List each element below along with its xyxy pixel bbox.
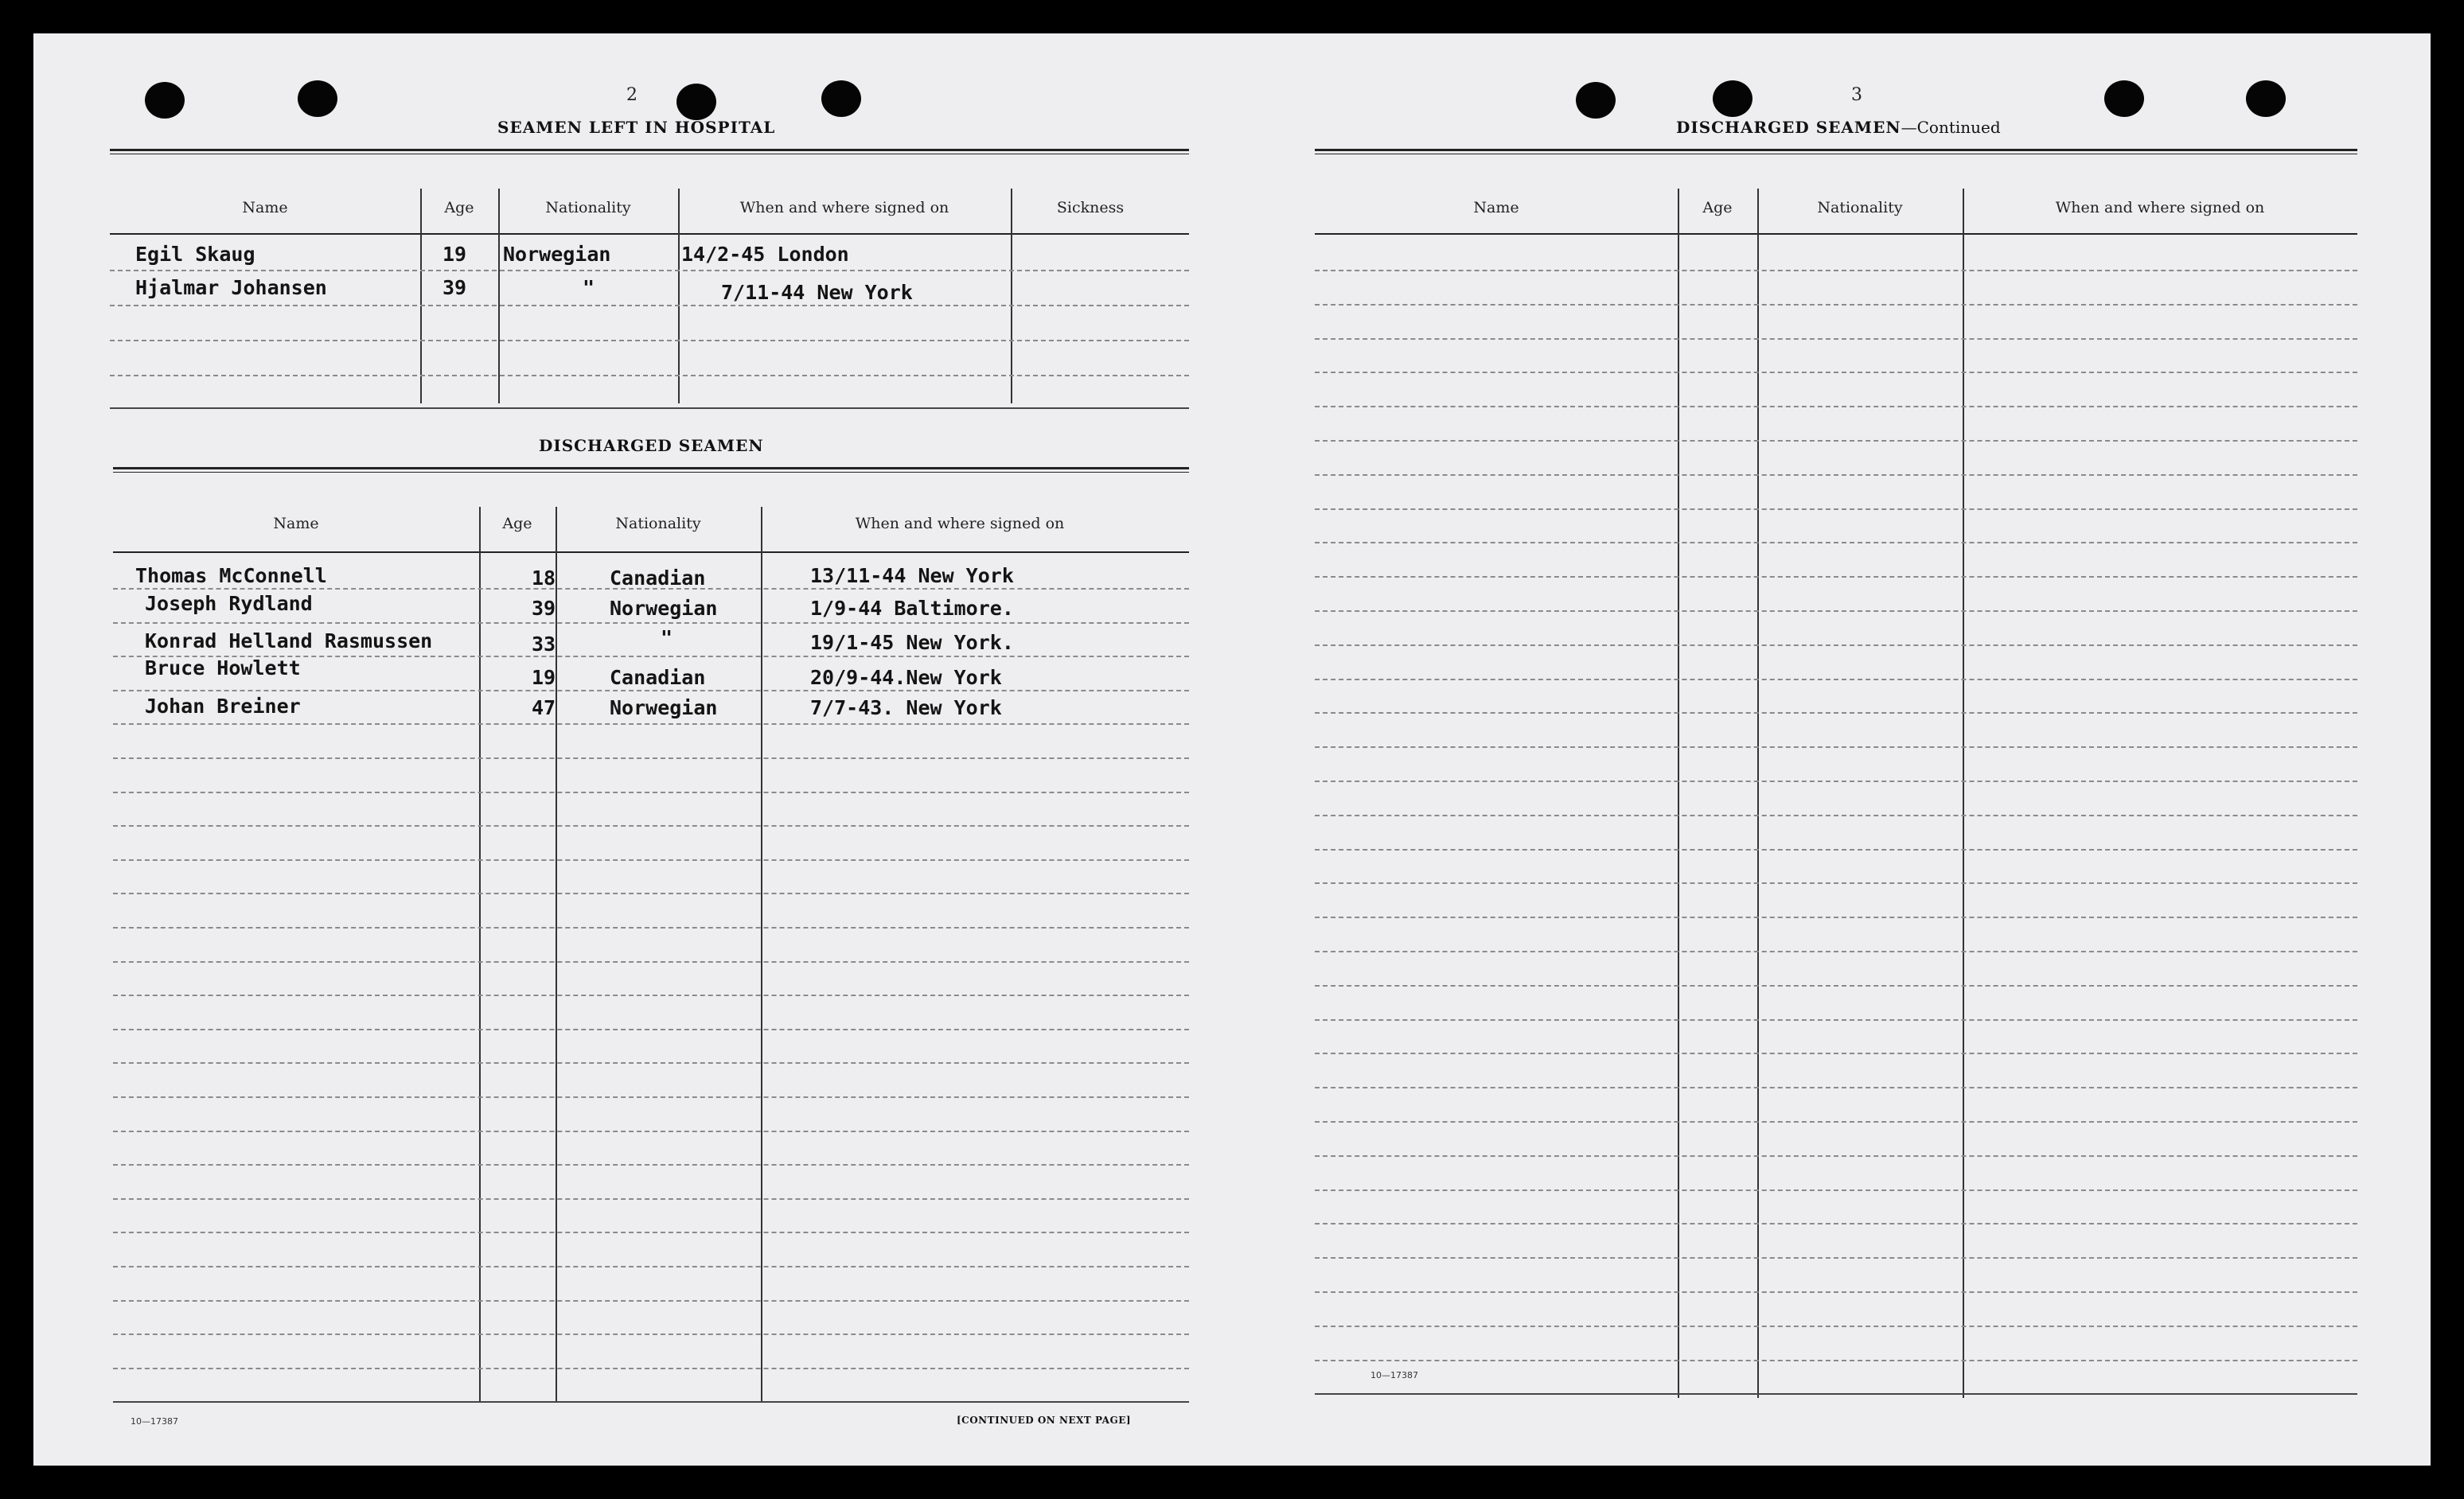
row-line — [1315, 406, 2357, 407]
ledger-sheet — [33, 33, 2431, 1466]
seaman-age: 47 — [532, 696, 556, 719]
seaman-name: Thomas McConnell — [135, 564, 327, 587]
row-line — [1315, 610, 2357, 612]
row-line — [1315, 372, 2357, 373]
discharged-continued-table — [1315, 149, 2357, 1406]
seaman-signed-on: 1/9-44 Baltimore. — [810, 597, 1014, 620]
seaman-signed-on: 20/9-44.New York — [810, 666, 1002, 689]
row-line — [1315, 474, 2357, 476]
row-line — [1315, 781, 2357, 782]
seaman-name: Joseph Rydland — [145, 592, 313, 615]
row-line — [1315, 815, 2357, 816]
hospital-table — [110, 149, 1189, 411]
row-line — [1315, 1223, 2357, 1225]
seaman-age: 39 — [443, 276, 467, 299]
seaman-age: 33 — [532, 633, 556, 656]
row-line — [1315, 440, 2357, 442]
row-line — [113, 1029, 1189, 1030]
row-line — [1315, 1121, 2357, 1123]
row-line — [113, 893, 1189, 894]
row-line — [1315, 1393, 2357, 1395]
seaman-age: 19 — [443, 243, 467, 266]
column-divider — [761, 507, 762, 1402]
col-head-signed: When and where signed on — [2055, 199, 2265, 216]
col-head-signed: When and where signed on — [739, 199, 949, 216]
seaman-nationality: Norwegian — [503, 243, 611, 266]
double-rule — [1315, 149, 2357, 154]
row-line — [1315, 1053, 2357, 1054]
row-line — [110, 340, 1189, 341]
row-line — [110, 375, 1189, 376]
seaman-signed-on: 13/11-44 New York — [810, 564, 1014, 587]
seaman-nationality: Canadian — [610, 567, 706, 590]
row-line — [1315, 1360, 2357, 1361]
seaman-age: 39 — [532, 597, 556, 620]
row-line — [113, 995, 1189, 996]
row-line — [1315, 1257, 2357, 1259]
row-line — [1315, 1291, 2357, 1293]
discharged-section-title: DISCHARGED SEAMEN — [539, 436, 764, 455]
row-line — [113, 961, 1189, 963]
column-divider — [1757, 189, 1759, 1398]
row-line — [113, 622, 1189, 624]
seaman-nationality: " — [661, 626, 673, 649]
seaman-nationality: " — [583, 276, 595, 299]
row-line — [113, 1062, 1189, 1064]
row-line — [113, 1232, 1189, 1233]
seaman-name: Johan Breiner — [145, 695, 301, 718]
row-line — [1315, 576, 2357, 578]
seaman-name: Bruce Howlett — [145, 656, 301, 679]
row-line — [113, 1334, 1189, 1335]
hospital-section-title: SEAMEN LEFT IN HOSPITAL — [497, 118, 776, 137]
column-divider — [420, 189, 422, 403]
row-line — [113, 927, 1189, 929]
table-bottom-rule — [110, 407, 1189, 409]
seaman-name: Hjalmar Johansen — [135, 276, 327, 299]
seaman-signed-on: 14/2-45 London — [681, 243, 849, 266]
double-rule — [113, 467, 1189, 473]
row-line — [1315, 542, 2357, 543]
row-line — [1315, 1189, 2357, 1191]
row-line — [113, 1096, 1189, 1098]
col-head-sickness: Sickness — [1056, 199, 1125, 216]
seaman-nationality: Canadian — [610, 666, 706, 689]
header-rule — [113, 551, 1189, 553]
row-line — [113, 859, 1189, 861]
left-page — [33, 33, 1211, 1466]
column-divider — [1011, 189, 1012, 403]
col-head-nationality: Nationality — [545, 199, 631, 216]
seaman-name: Konrad Helland Rasmussen — [145, 629, 433, 652]
title-main: DISCHARGED SEAMEN — [1676, 118, 1901, 137]
continued-note: [CONTINUED ON NEXT PAGE] — [957, 1415, 1132, 1426]
form-code: 10—17387 — [131, 1416, 178, 1427]
column-divider — [479, 507, 481, 1402]
col-head-age: Age — [1702, 199, 1733, 216]
row-line — [1315, 849, 2357, 851]
seaman-signed-on: 7/11-44 New York — [721, 281, 913, 304]
row-line — [113, 1368, 1189, 1369]
col-head-nationality: Nationality — [1817, 199, 1903, 216]
row-line — [113, 825, 1189, 827]
col-head-name: Name — [242, 199, 288, 216]
header-rule — [1315, 233, 2357, 235]
seaman-age: 18 — [532, 567, 556, 590]
page-number: 2 — [626, 85, 637, 105]
double-rule — [110, 149, 1189, 154]
row-line — [113, 690, 1189, 691]
col-head-signed: When and where signed on — [855, 515, 1065, 532]
title-suffix: —Continued — [1901, 118, 2001, 137]
right-page — [1227, 33, 2431, 1466]
discharged-table — [113, 467, 1189, 1406]
row-line — [113, 1164, 1189, 1166]
row-line — [1315, 679, 2357, 680]
row-line — [110, 270, 1189, 271]
row-line — [1315, 917, 2357, 918]
row-line — [1315, 1087, 2357, 1088]
col-head-name: Name — [1473, 199, 1519, 216]
row-line — [113, 723, 1189, 725]
seaman-name: Egil Skaug — [135, 243, 255, 266]
row-line — [1315, 1155, 2357, 1157]
column-divider — [498, 189, 500, 403]
row-line — [1315, 951, 2357, 952]
row-line — [110, 305, 1189, 306]
row-line — [1315, 270, 2357, 271]
seaman-nationality: Norwegian — [610, 696, 718, 719]
form-code: 10—17387 — [1370, 1370, 1418, 1380]
column-divider — [1963, 189, 1964, 1398]
seaman-signed-on: 7/7-43. New York — [810, 696, 1002, 719]
row-line — [1315, 712, 2357, 714]
col-head-age: Age — [444, 199, 474, 216]
col-head-nationality: Nationality — [615, 515, 701, 532]
col-head-name: Name — [273, 515, 319, 532]
row-line — [1315, 508, 2357, 510]
row-line — [1315, 1326, 2357, 1327]
row-line — [1315, 746, 2357, 748]
row-line — [1315, 882, 2357, 884]
page-number: 3 — [1851, 85, 1862, 105]
column-divider — [678, 189, 680, 403]
header-rule — [110, 233, 1189, 235]
column-divider — [556, 507, 557, 1402]
row-line — [113, 1266, 1189, 1267]
discharged-continued-title — [1676, 118, 2001, 137]
row-line — [1315, 1019, 2357, 1021]
row-line — [1315, 644, 2357, 646]
row-line — [1315, 338, 2357, 340]
row-line — [113, 1401, 1189, 1403]
row-line — [113, 792, 1189, 793]
seaman-signed-on: 19/1-45 New York. — [810, 631, 1014, 654]
row-line — [1315, 985, 2357, 987]
col-head-age: Age — [502, 515, 532, 532]
row-line — [113, 1131, 1189, 1132]
row-line — [1315, 304, 2357, 306]
seaman-nationality: Norwegian — [610, 597, 718, 620]
row-line — [113, 757, 1189, 759]
row-line — [113, 1198, 1189, 1200]
row-line — [113, 1300, 1189, 1302]
seaman-age: 19 — [532, 666, 556, 689]
column-divider — [1678, 189, 1679, 1398]
